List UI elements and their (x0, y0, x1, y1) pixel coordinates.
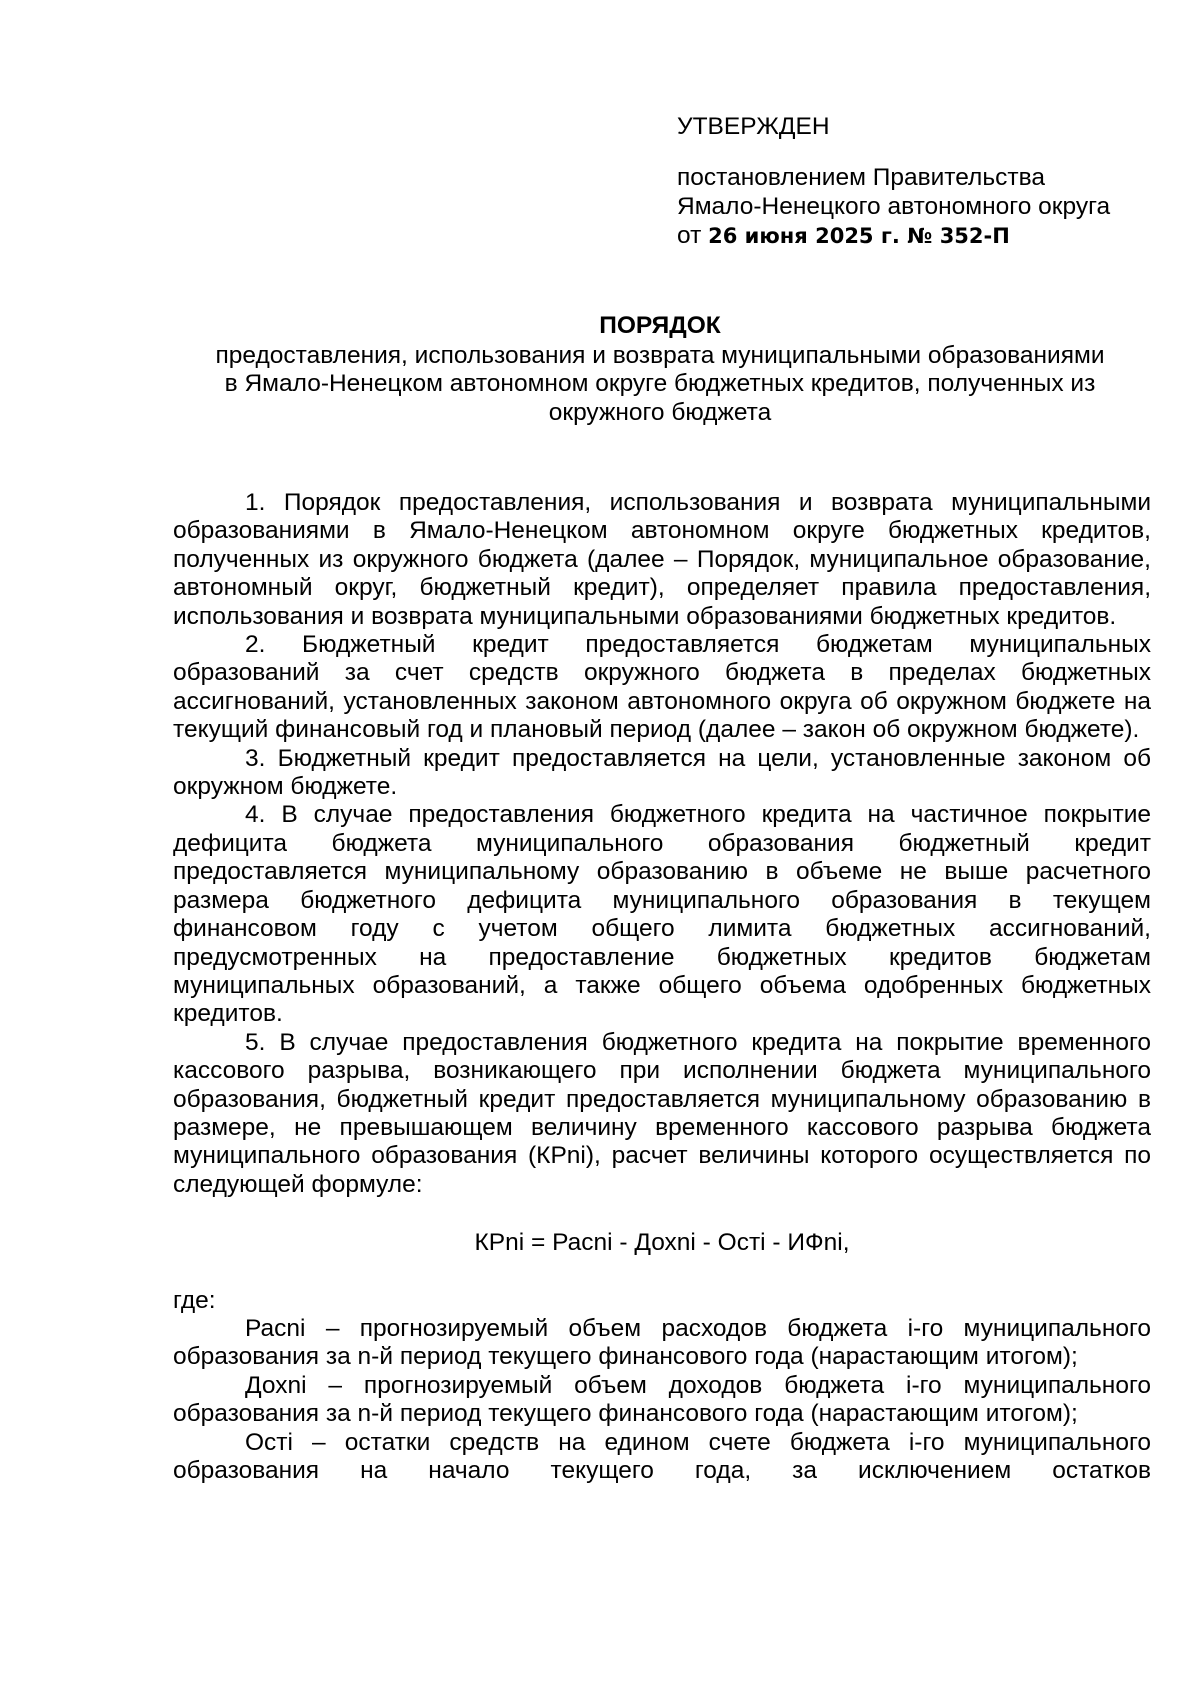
approval-stamp-label: УТВЕРЖДЕН (677, 113, 830, 140)
paragraph-4: 4. В случае предоставления бюджетного кредита на частичное покрытие дефицита бюджета муниципального образования бюджетный кредит предоставляется муниципальному образованию в объеме не выше расчетного размера бюджетного дефицита муниципального образования в текущем финансовом году с учетом общего лимита бюджетных ассигнований, предусмотренных на предоставление бюджетных кредитов бюджетам муниципальных образований, а также общего объема одобренных бюджетных кредитов. (173, 801, 1151, 1028)
approval-date-prefix: от (677, 222, 702, 249)
definition-osti: Остi – остатки средств на едином счете бюджета i-го муниципального образования на начало текущего года, за исключением остатков (173, 1428, 1151, 1484)
formula: КРni = Расni - Дохni - Остi - ИФni, (474, 1229, 850, 1257)
paragraph-1: 1. Порядок предоставления, использования и возврата муниципальными образованиями в Ямало-Ненецком автономном округе бюджетных кредитов, полученных из окружного бюджета (далее – Порядок, муниципальное образование, автономный округ, бюджетный кредит), определяет правила предоставления, использования и возврата муниципальными образованиями бюджетных кредитов. (173, 489, 1151, 630)
document-title: ПОРЯДОК (599, 312, 721, 339)
approval-date-value: 26 июня 2025 г. № 352-П (708, 224, 1010, 248)
paragraph-3: 3. Бюджетный кредит предоставляется на цели, установленные законом об окружном бюджете. (173, 744, 1151, 801)
document-title-block (170, 312, 1150, 427)
approval-block (677, 112, 1157, 251)
document-body (173, 489, 1151, 1485)
where-label: где: (173, 1286, 216, 1314)
document-subtitle-line-1: предоставления, использования и возврата муниципальными образованиями (215, 341, 1105, 369)
paragraph-2: 2. Бюджетный кредит предоставляется бюджетам муниципальных образований за счет средств окружного бюджета в пределах бюджетных ассигнований, установленных законом автономного округа об окружном бюджете на текущий финансовый год и плановый период (далее – закон об окружном бюджете). (173, 631, 1151, 744)
approval-line-1: постановлением Правительства (677, 164, 1045, 191)
definition-dohni: Дохni – прогнозируемый объем доходов бюджета i-го муниципального образования за n-й период текущего финансового года (нарастающим итогом); (173, 1371, 1151, 1428)
document-subtitle-line-3: окружного бюджета (548, 398, 772, 426)
approval-line-2: Ямало-Ненецкого автономного округа (677, 193, 1111, 220)
paragraph-5: 5. В случае предоставления бюджетного кредита на покрытие временного кассового разрыва, возникающего при исполнении бюджета муниципального образования, бюджетный кредит предоставляется муниципальному образованию в размере, не превышающем величину временного кассового разрыва бюджета муниципального образования (КРni), расчет величины которого осуществляется по следующей формуле: (173, 1028, 1151, 1198)
definition-rasni: Расni – прогнозируемый объем расходов бюджета i-го муниципального образования за n-й период текущего финансового года (нарастающим итогом); (173, 1314, 1151, 1371)
document-subtitle-line-2: в Ямало-Ненецком автономном округе бюджетных кредитов, полученных из (224, 370, 1096, 397)
approval-date-line (677, 221, 1157, 251)
